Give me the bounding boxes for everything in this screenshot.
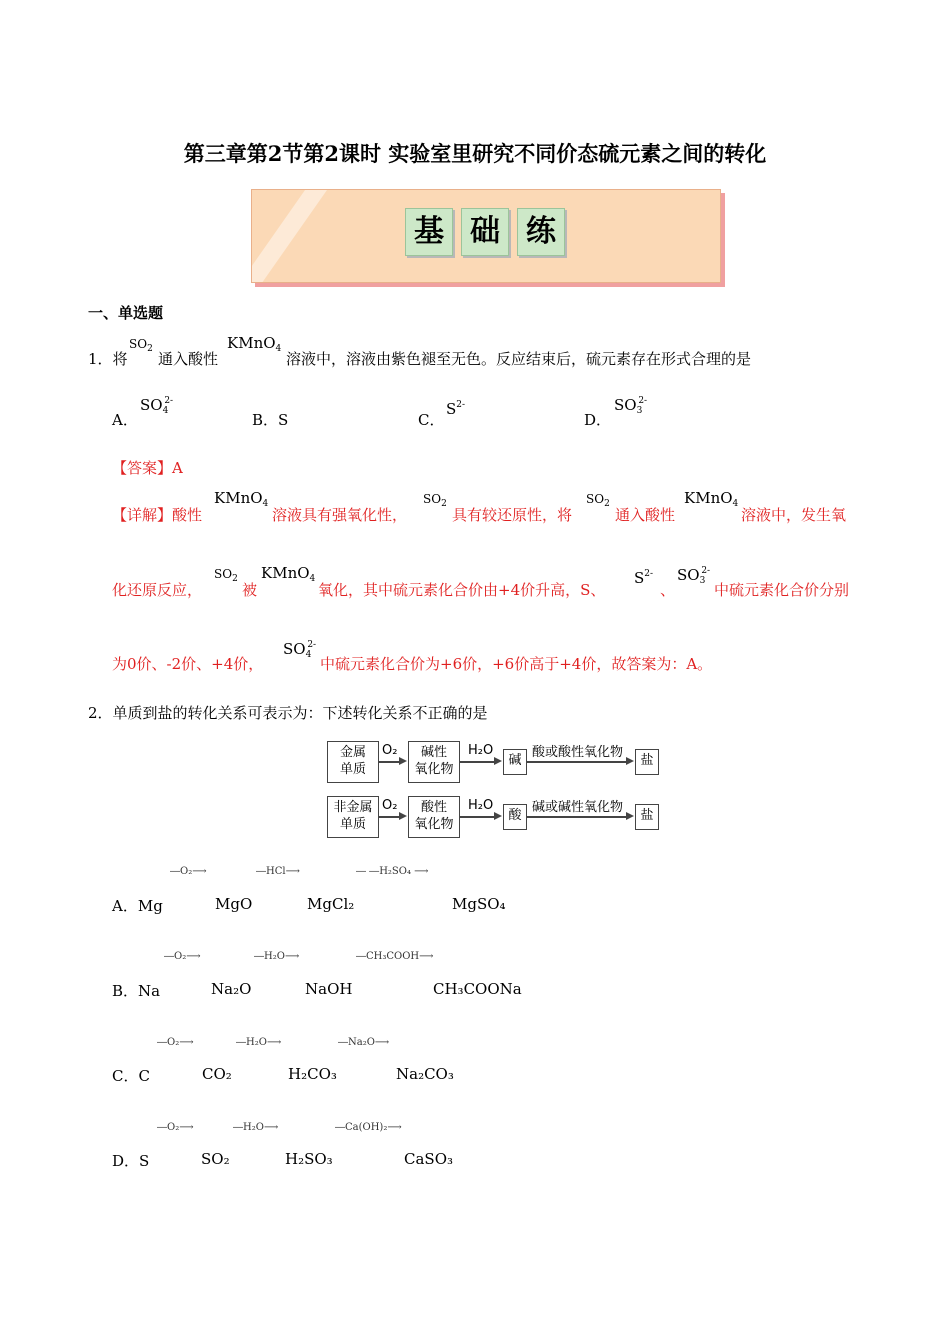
box-salt: 盐 <box>635 804 659 830</box>
species: Na₂O <box>211 980 252 998</box>
formula-so4: $SO_4^{2-}$ <box>283 640 317 660</box>
label-o2: O₂ <box>382 743 398 758</box>
q1-option-d[interactable]: D． <box>584 411 612 429</box>
q1-detail-2c: 氧化，其中硫元素化合价由+4价升高，S、 <box>318 581 606 599</box>
formula-s2: $S^{2-}$ <box>634 569 654 587</box>
formula-so3: $SO_3^{2-}$ <box>677 566 711 586</box>
box-acid: 酸 <box>503 804 527 830</box>
q1-answer: 【答案】A <box>112 459 183 477</box>
species: MgO <box>215 895 253 913</box>
formula-s2: $S^{2-}$ <box>446 400 466 418</box>
q1-detail-2d: 、 <box>660 581 676 599</box>
formula-so2: $SO_2$ <box>586 492 610 509</box>
option-label: A．Mg <box>112 897 163 915</box>
label-base-or-base-oxide: 碱或碱性氧化物 <box>532 800 624 815</box>
banner-char-3: 练 <box>517 208 565 256</box>
arrow-reagent: Na₂O <box>348 1037 375 1048</box>
species: H₂CO₃ <box>288 1065 337 1083</box>
q1-detail-2b: 被 <box>242 581 258 599</box>
species: CaSO₃ <box>404 1150 454 1168</box>
formula-kmno4: KMnO$_4$ <box>227 334 282 354</box>
formula-kmno4: KMnO$_4$ <box>214 489 269 509</box>
species: MgSO₄ <box>452 895 506 913</box>
section-heading: 一、单选题 <box>88 304 164 322</box>
arrow-reagent: O₂ <box>180 866 193 877</box>
box-acidic-oxide: 酸性 氧化物 <box>408 796 460 838</box>
banner <box>251 189 721 283</box>
arrow-reagent: H₂SO₄ <box>379 866 411 877</box>
box-metal: 金属 单质 <box>327 741 379 783</box>
q1-option-c[interactable]: C． <box>418 411 445 429</box>
formula-kmno4: KMnO$_4$ <box>684 489 739 509</box>
q1-text-1: 通入酸性 <box>158 350 219 368</box>
arrow-reagent: O₂ <box>174 951 187 962</box>
species: H₂SO₃ <box>285 1150 333 1168</box>
arrow-reagent: H₂O <box>243 1122 264 1133</box>
arrow-reagent: H₂O <box>246 1037 267 1048</box>
q1-text-2: 溶液中，溶液由紫色褪至无色。反应结束后，硫元素存在形式合理的是 <box>286 350 752 368</box>
formula-so2: $SO_2$ <box>129 337 153 354</box>
q1-detail-2a: 化还原反应， <box>112 581 203 599</box>
label-o2: O₂ <box>382 798 398 813</box>
q1-detail-3a: 为0价、-2价、+4价， <box>112 655 264 673</box>
banner-char-1: 基 <box>405 208 453 256</box>
box-salt: 盐 <box>635 749 659 775</box>
q1-detail-1b: 溶液具有强氧化性， <box>272 506 408 524</box>
box-base: 碱 <box>503 749 527 775</box>
label-acid-or-acid-oxide: 酸或酸性氧化物 <box>532 745 624 760</box>
arrow-reagent: CH₃COOH <box>366 951 420 962</box>
option-label: D．S <box>112 1152 150 1170</box>
q1-detail-1a: 【详解】酸性 <box>112 506 203 524</box>
arrow-reagent: Ca(OH)₂ <box>345 1122 388 1133</box>
species: CH₃COONa <box>433 980 522 998</box>
arrow-reagent: O₂ <box>167 1122 180 1133</box>
q1-option-b[interactable]: B．S <box>252 411 289 429</box>
arrow-reagent: H₂O <box>264 951 285 962</box>
species: Na₂CO₃ <box>396 1065 454 1083</box>
formula-kmno4: KMnO$_4$ <box>261 564 316 584</box>
page-title: 第三章第2节第2课时 实验室里研究不同价态硫元素之间的转化 <box>183 141 767 166</box>
option-label: B．Na <box>112 982 161 1000</box>
formula-so2: $SO_2$ <box>214 567 238 584</box>
species: CO₂ <box>202 1065 232 1083</box>
species: SO₂ <box>201 1150 230 1168</box>
q1-number: 1．将 <box>88 350 128 368</box>
q1-option-a[interactable]: A． <box>112 411 138 429</box>
q1-detail-3b: 中硫元素化合价为+6价，+6价高于+4价，故答案为：A。 <box>320 655 713 673</box>
banner-char-2: 础 <box>461 208 509 256</box>
arrow-reagent: O₂ <box>167 1037 180 1048</box>
q2-stem: 2．单质到盐的转化关系可表示为：下述转化关系不正确的是 <box>88 704 488 722</box>
species: NaOH <box>305 980 353 998</box>
q1-detail-1d: 通入酸性 <box>615 506 676 524</box>
banner-stripe <box>251 189 334 283</box>
label-h2o: H₂O <box>468 798 494 813</box>
formula-so2: $SO_2$ <box>423 492 447 509</box>
box-nonmetal: 非金属 单质 <box>327 796 379 838</box>
box-basic-oxide: 碱性 氧化物 <box>408 741 460 783</box>
formula-so3: $SO_3^{2-}$ <box>614 396 648 416</box>
formula-so4: $SO_4^{2-}$ <box>140 396 174 416</box>
q1-detail-1e: 溶液中，发生氧 <box>741 506 847 524</box>
arrow-reagent: HCl <box>266 866 286 877</box>
species: MgCl₂ <box>307 895 355 913</box>
label-h2o: H₂O <box>468 743 494 758</box>
option-label: C．C <box>112 1067 150 1085</box>
q1-detail-2e: 中硫元素化合价分别 <box>714 581 850 599</box>
q1-detail-1c: 具有较还原性，将 <box>452 506 573 524</box>
